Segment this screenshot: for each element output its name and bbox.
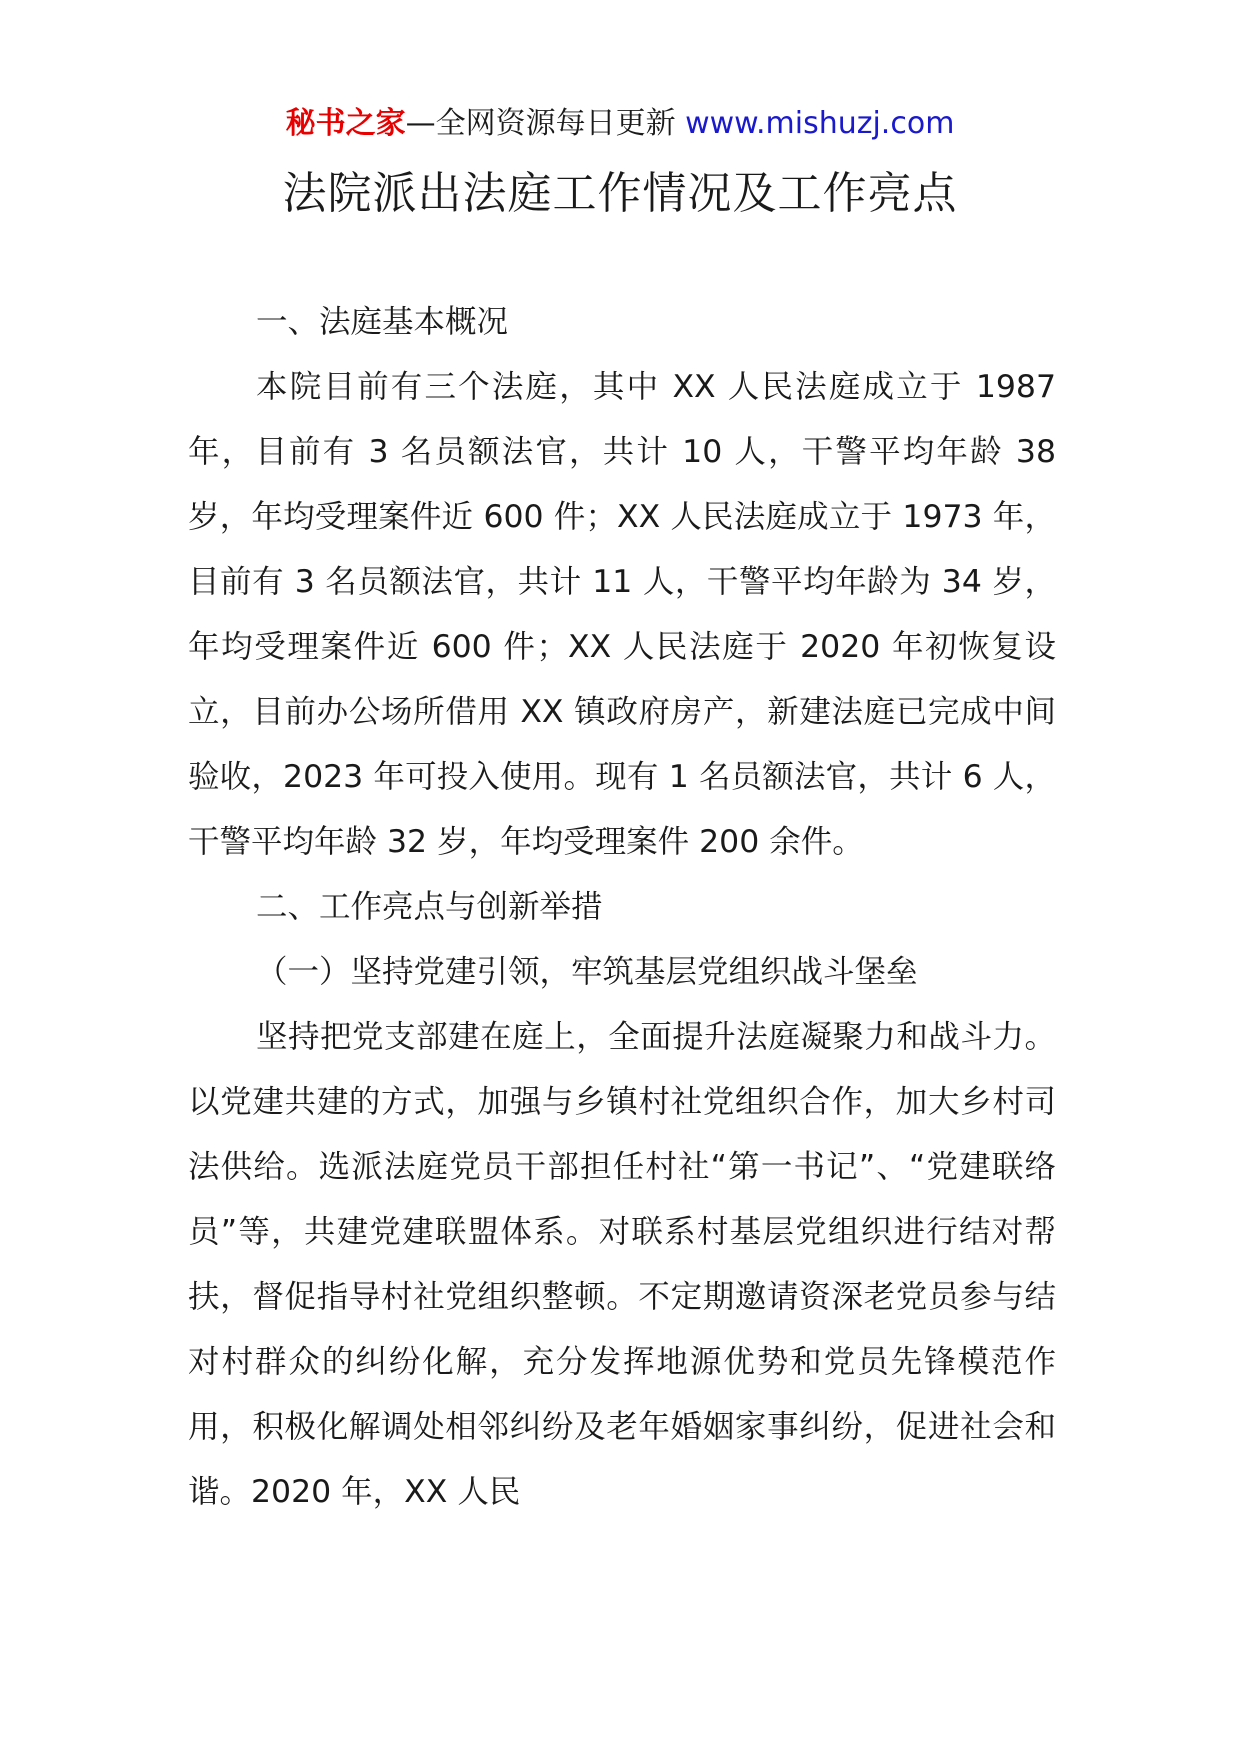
document-title: 法院派出法庭工作情况及工作亮点 bbox=[282, 168, 958, 219]
section-2-subheading-1: （一）坚持党建引领，牢筑基层党组织战斗堡垒 bbox=[256, 954, 918, 990]
document-body bbox=[188, 290, 1056, 1525]
section-1-heading: 一、法庭基本概况 bbox=[256, 304, 509, 340]
section-2-paragraph: 坚持把党支部建在庭上，全面提升法庭凝聚力和战斗力。以党建共建的方式，加强与乡镇村社党组织合作，加大乡村司法供给。选派法庭党员干部担任村社“第一书记”、“党建联络员”等，共建党建联盟体系。对联系村基层党组织进行结对帮扶，督促指导村社党组织整顿。不定期邀请资深老党员参与结对村群众的纠纷化解，充分发挥地源优势和党员先锋模范作用，积极化解调处相邻纠纷及老年婚姻家事纠纷，促进社会和谐。2020 年，XX 人民 bbox=[188, 1019, 1056, 1510]
site-url-link[interactable]: www.mishuzj.com bbox=[675, 106, 955, 141]
section-1-paragraph: 本院目前有三个法庭，其中 XX 人民法庭成立于 1987 年，目前有 3 名员额法官，共计 10 人，干警平均年龄 38 岁，年均受理案件近 600 件；XX 人民法庭成立于 1973 年，目前有 3 名员额法官，共计 11 人，干警平均年龄为 34 岁，年均受理案件近 600 件；XX 人民法庭于 2020 年初恢复设立，目前办公场所借用 XX 镇政府房产，新建法庭已完成中间验收，2023 年可投入使用。现有 1 名员额法官，共计 6 人，干警平均年龄 32 岁，年均受理案件 200 余件。 bbox=[188, 369, 1056, 860]
header-slogan: —全网资源每日更新 bbox=[405, 106, 676, 141]
site-header bbox=[0, 104, 1240, 144]
brand-name: 秘书之家 bbox=[285, 106, 406, 141]
section-2-heading: 二、工作亮点与创新举措 bbox=[256, 889, 603, 925]
